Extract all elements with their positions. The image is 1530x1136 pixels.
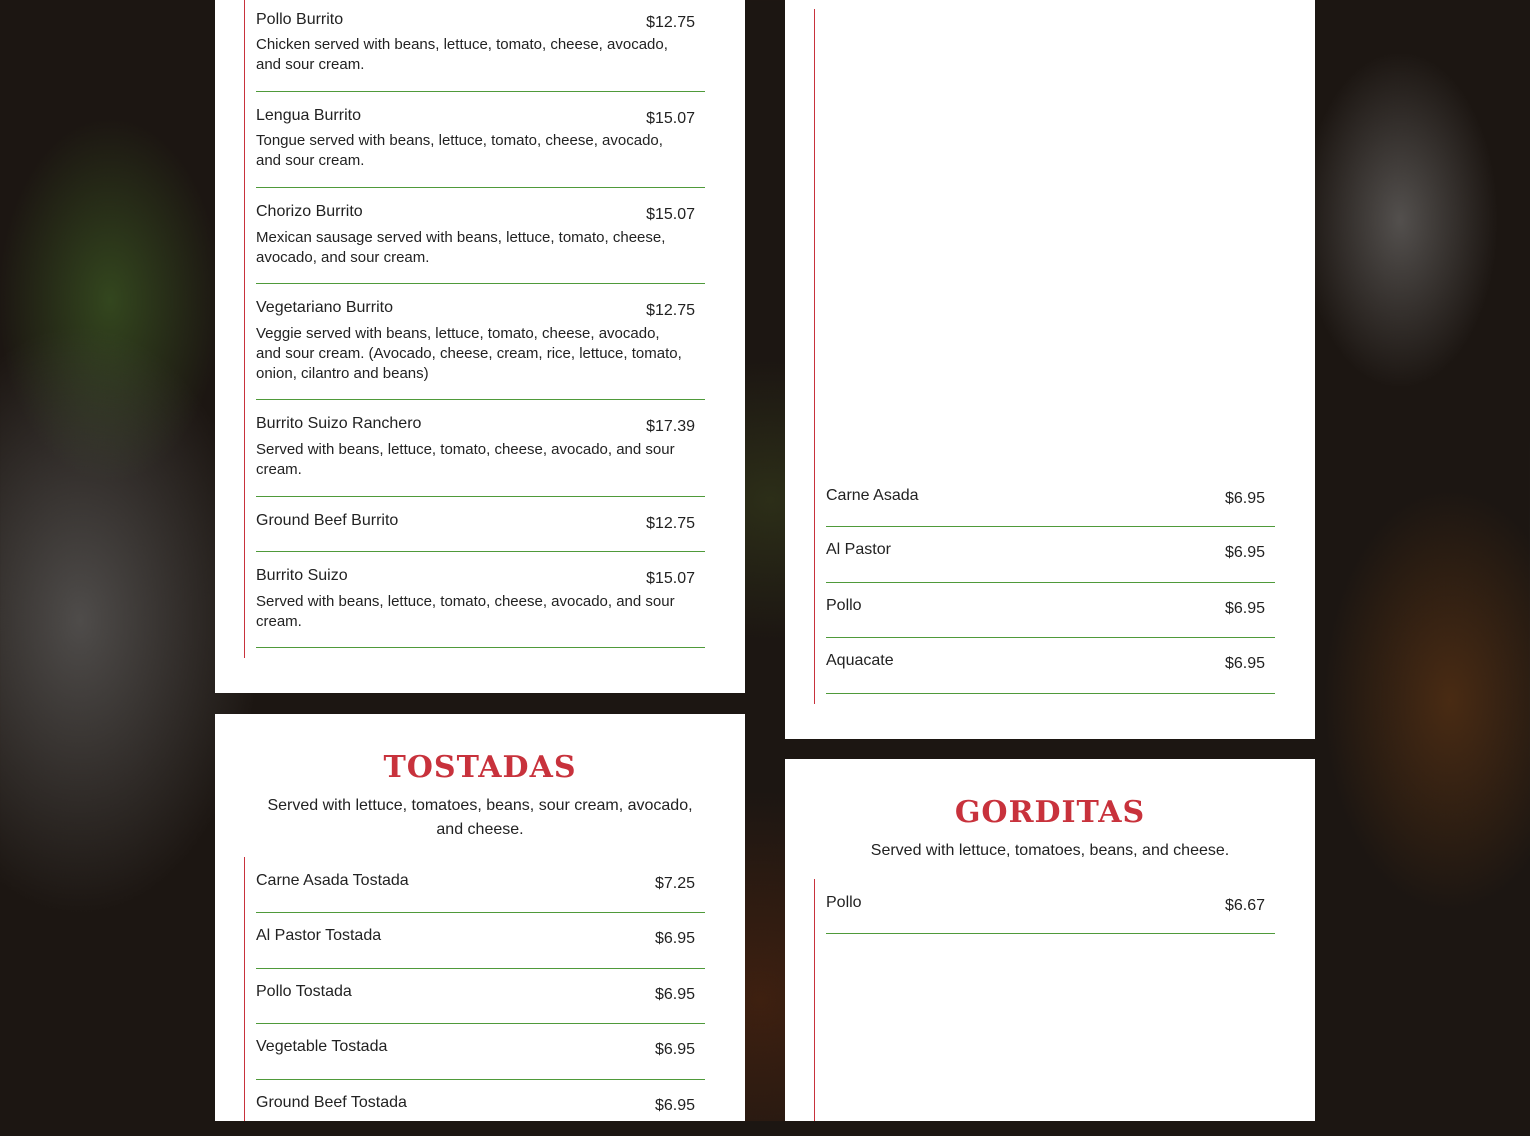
menu-item-description: Served with beans, lettuce, tomato, cheese, avocado, and sour cream. <box>256 441 675 478</box>
card-accent-line <box>244 857 245 1121</box>
menu-item[interactable] <box>256 284 705 400</box>
menu-item-name: Carne Asada <box>826 487 919 504</box>
menu-item-price: $6.67 <box>1224 897 1265 914</box>
menu-item-description: Mexican sausage served with beans, lettuce, tomato, cheese, avocado, and sour cream. <box>256 229 666 266</box>
menu-item[interactable] <box>256 913 705 969</box>
menu-item-price: $12.75 <box>646 14 695 31</box>
menu-item[interactable] <box>256 1080 705 1136</box>
menu-item[interactable] <box>826 527 1275 583</box>
menu-item-price: $15.07 <box>646 110 695 127</box>
menu-item-price: $6.95 <box>654 930 695 947</box>
menu-item-description: Chicken served with beans, lettuce, tomato, cheese, avocado, and sour cream. <box>256 36 668 73</box>
menu-item[interactable] <box>256 857 705 913</box>
menu-item-name: Pollo <box>826 894 862 911</box>
menu-item[interactable] <box>826 638 1275 694</box>
menu-item-name: Pollo Burrito <box>256 11 344 28</box>
menu-list <box>826 472 1275 694</box>
card-accent-line <box>814 9 815 704</box>
menu-item[interactable] <box>256 969 705 1024</box>
menu-item-name: Pollo <box>826 597 862 614</box>
right-menu-card <box>785 0 1315 739</box>
menu-item-description: Tongue served with beans, lettuce, tomato, cheese, avocado, and sour cream. <box>256 132 663 169</box>
gorditas-card <box>785 759 1315 1121</box>
menu-item-price: $7.25 <box>654 875 695 892</box>
menu-item[interactable] <box>256 92 705 188</box>
menu-item[interactable] <box>826 583 1275 638</box>
card-accent-line <box>814 879 815 1121</box>
menu-item[interactable] <box>826 472 1275 527</box>
menu-item-name: Carne Asada Tostada <box>256 872 409 889</box>
menu-item-name: Burrito Suizo <box>256 567 348 584</box>
menu-item-price: $12.75 <box>646 302 695 319</box>
menu-list <box>256 857 705 1136</box>
menu-item[interactable] <box>256 188 705 284</box>
section-subtitle: Served with lettuce, tomatoes, beans, and cheese. <box>870 842 1230 859</box>
tostadas-card <box>215 714 745 1121</box>
menu-item-price: $6.95 <box>1224 655 1265 672</box>
menu-item-price: $6.95 <box>1224 490 1265 507</box>
menu-item[interactable] <box>256 497 705 552</box>
menu-item-price: $6.95 <box>1224 600 1265 617</box>
menu-item[interactable] <box>256 400 705 497</box>
menu-item-name: Ground Beef Burrito <box>256 512 399 529</box>
menu-item-price: $17.39 <box>646 418 695 435</box>
menu-item-price: $12.75 <box>646 515 695 532</box>
menu-item-name: Lengua Burrito <box>256 107 361 124</box>
menu-item-price: $15.07 <box>646 206 695 223</box>
menu-item-price: $6.95 <box>654 1097 695 1114</box>
menu-item-name: Ground Beef Tostada <box>256 1094 407 1111</box>
section-title: TOSTADAS <box>383 750 577 785</box>
section-subtitle: Served with lettuce, tomatoes, beans, sour cream, avocado, and cheese. <box>267 797 693 838</box>
menu-item-price: $6.95 <box>654 1041 695 1058</box>
burritos-card <box>215 0 745 693</box>
menu-item[interactable] <box>256 552 705 648</box>
menu-item-name: Pollo Tostada <box>256 983 352 1000</box>
menu-item-name: Burrito Suizo Ranchero <box>256 415 422 432</box>
menu-item-price: $6.95 <box>654 986 695 1003</box>
menu-item-name: Al Pastor <box>826 541 891 558</box>
menu-item-description: Veggie served with beans, lettuce, tomato, cheese, avocado, and sour cream. (Avocado, cheese, cream, rice, lettuce, tomato, onion, cilantro and beans) <box>256 325 682 382</box>
menu-item-price: $15.07 <box>646 570 695 587</box>
menu-item-name: Vegetariano Burrito <box>256 299 393 316</box>
section-title: GORDITAS <box>954 795 1146 830</box>
menu-item-name: Aquacate <box>826 652 894 669</box>
menu-item-price: $6.95 <box>1224 544 1265 561</box>
menu-item-description: Served with beans, lettuce, tomato, cheese, avocado, and sour cream. <box>256 593 675 630</box>
menu-item-name: Al Pastor Tostada <box>256 927 382 944</box>
menu-item-name: Vegetable Tostada <box>256 1038 388 1055</box>
menu-item-name: Chorizo Burrito <box>256 203 363 220</box>
menu-item[interactable] <box>826 879 1275 934</box>
menu-item[interactable] <box>256 1024 705 1080</box>
menu-list <box>256 0 705 648</box>
card-accent-line <box>244 0 245 658</box>
menu-item[interactable] <box>256 0 705 92</box>
menu-list <box>826 879 1275 934</box>
